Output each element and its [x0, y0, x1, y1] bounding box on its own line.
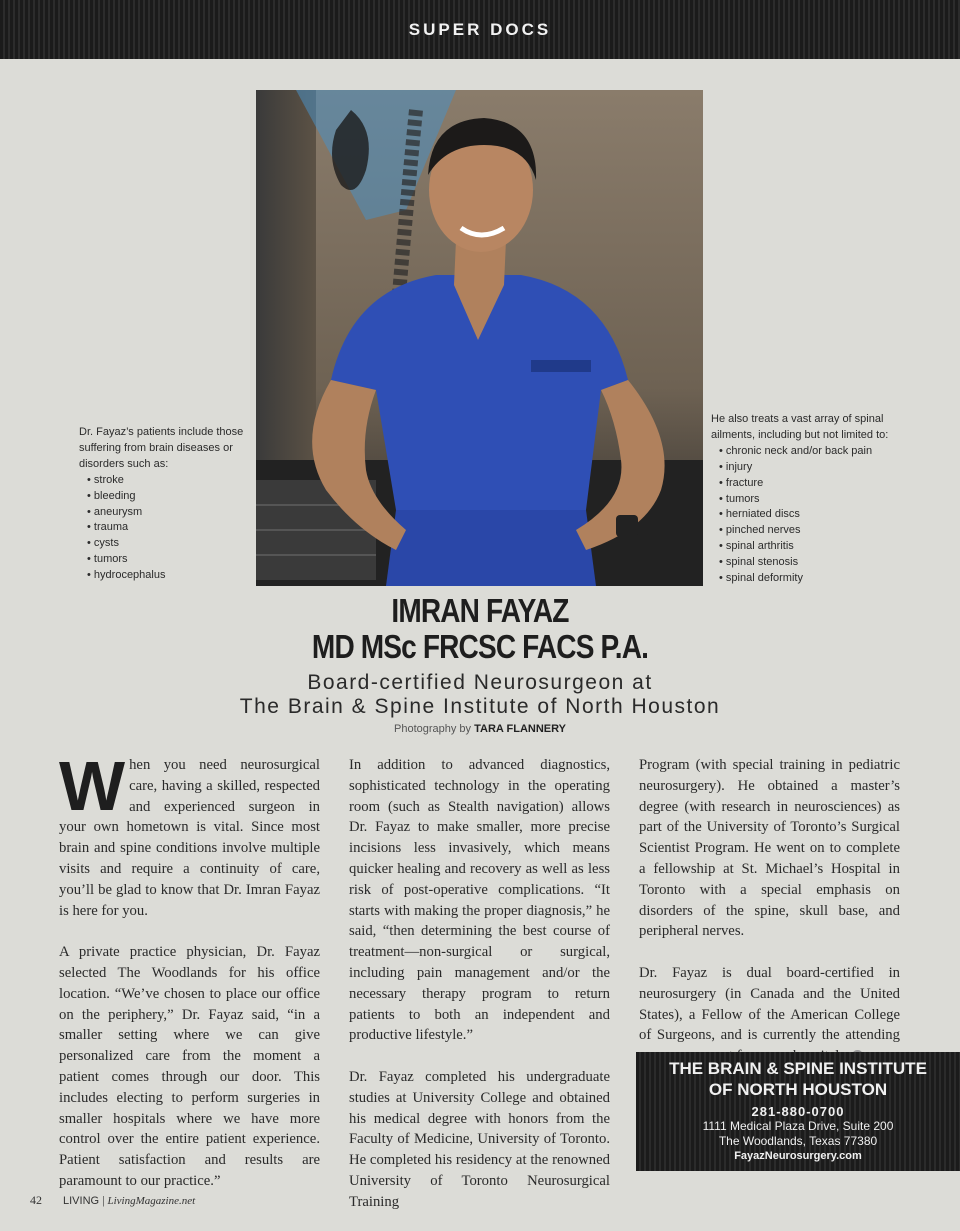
list-item: • fracture: [719, 476, 911, 492]
photo-credit: [0, 723, 960, 735]
article-column-1: [59, 747, 320, 1213]
paragraph-text: hen you need neurosurgical care, having a skilled, respected and experienced surgeon in your own hometown is vital. Since most brain and spine conditions involve multiple visits and require a continuity of care, you’ll be glad to know that Dr. Imran Fayaz is here for you.: [59, 757, 320, 919]
subtitle-line-1: Board-certified Neurosurgeon at: [307, 671, 653, 694]
subtitle-line-2: The Brain & Spine Institute of North Houston: [239, 695, 721, 718]
photo-credit-prefix: Photography by: [394, 723, 472, 735]
list-item: • tumors: [719, 492, 911, 508]
magazine-website: LivingMagazine.net: [107, 1195, 196, 1207]
list-item: • bleeding: [87, 489, 259, 505]
article-paragraph: [59, 747, 320, 921]
list-item: • spinal arthritis: [719, 539, 911, 555]
website-link[interactable]: FayazNeurosurgery.com: [734, 1150, 862, 1162]
footer-separator: |: [102, 1193, 105, 1207]
paragraph-text: Dr. Fayaz is dual board-certified in neurosurgery (in Canada and the United States), a Fellow of the American College of Surgeons, and is currently the attending: [639, 964, 900, 1044]
address-line-1: 1111 Medical Plaza Drive, Suite 200: [702, 1119, 894, 1133]
magazine-name: LIVING: [63, 1195, 100, 1207]
article-paragraph: Program (with special training in pediatric neurosurgery). He obtained a master’s degree (with research in neurosciences) as part of the University of Toronto’s Surgical Scientist Program. He went on to complete a fellowship at St. Michael’s Hospital in Toronto with a special emphasis on disorders of the spine, skull base, and peripheral nerves.: [639, 757, 900, 940]
list-item: • chronic neck and/or back pain: [719, 444, 911, 460]
list-item: • injury: [719, 460, 911, 476]
photo-credit-name: TARA FLANNERY: [474, 723, 566, 735]
page-number: 42: [30, 1193, 42, 1207]
brain-conditions-intro: Dr. Fayaz’s patients include those suffering from brain diseases or disorders such as:: [79, 426, 244, 470]
list-item: • hydrocephalus: [87, 568, 259, 584]
institute-name-line-1: THE BRAIN & SPINE INSTITUTE: [669, 1059, 927, 1078]
drop-cap: W: [59, 747, 126, 825]
article-paragraph: Dr. Fayaz completed his undergraduate studies at University College and obtained his medical degree with honors from the Faculty of Medicine, University of Toronto. He completed his residency at the renowned University of Toronto Neurosurgical Training: [349, 1068, 610, 1210]
list-item: • spinal deformity: [719, 571, 911, 587]
doctor-photo: [256, 90, 703, 586]
list-item: • trauma: [87, 520, 259, 536]
article-paragraph: In addition to advanced diagnostics, sophisticated technology in the operating room (such as Stealth navigation) allows Dr. Fayaz to make smaller, more precise incisions less invasively, which means quicker healing and recovery as well as less risk of post-operative complications. “It starts with making the proper diagnosis,” he said, “then determining the best course of treatment—non-surgical or surgical, including pain management and/or the necessary therapy program to return patients to both an independent and productive lifestyle.”: [349, 757, 610, 1044]
article-column-2: [349, 755, 610, 1231]
list-item: • pinched nerves: [719, 523, 911, 539]
brain-conditions-list: [79, 425, 259, 584]
list-item: • tumors: [87, 552, 259, 568]
phone-number: 281-880-0700: [751, 1104, 845, 1119]
article-column-3: [639, 755, 900, 1088]
list-item: • herniated discs: [719, 507, 911, 523]
section-title: SUPER DOCS: [408, 19, 552, 39]
institute-name-line-2: OF NORTH HOUSTON: [708, 1080, 888, 1099]
spinal-conditions-list: [711, 412, 911, 587]
list-item: • stroke: [87, 473, 259, 489]
doctor-illustration: [256, 90, 703, 586]
page-footer: [30, 1193, 195, 1208]
address-line-2: The Woodlands, Texas 77380: [718, 1134, 878, 1148]
spinal-conditions-intro: He also treats a vast array of spinal ailments, including but not limited to:: [711, 413, 889, 441]
list-item: • cysts: [87, 536, 259, 552]
list-item: • aneurysm: [87, 505, 259, 521]
contact-info-box: [636, 1052, 960, 1171]
list-item: • spinal stenosis: [719, 555, 911, 571]
doctor-name: IMRAN FAYAZ: [391, 592, 569, 629]
doctor-credentials: MD MSc FRCSC FACS P.A.: [311, 628, 649, 665]
section-header-bar: [0, 0, 960, 59]
article-paragraph: A private practice physician, Dr. Fayaz selected The Woodlands for his office location. “We’ve chosen to place our office on the periphery,” Dr. Fayaz said, “in a smaller setting where we can give personalized care from the moment a patient comes through our door. This includes electing to perform surgeries in smaller hospitals where we have more control over the entire patient experience. Patient satisfaction and results are paramount to our practice.”: [59, 944, 320, 1189]
